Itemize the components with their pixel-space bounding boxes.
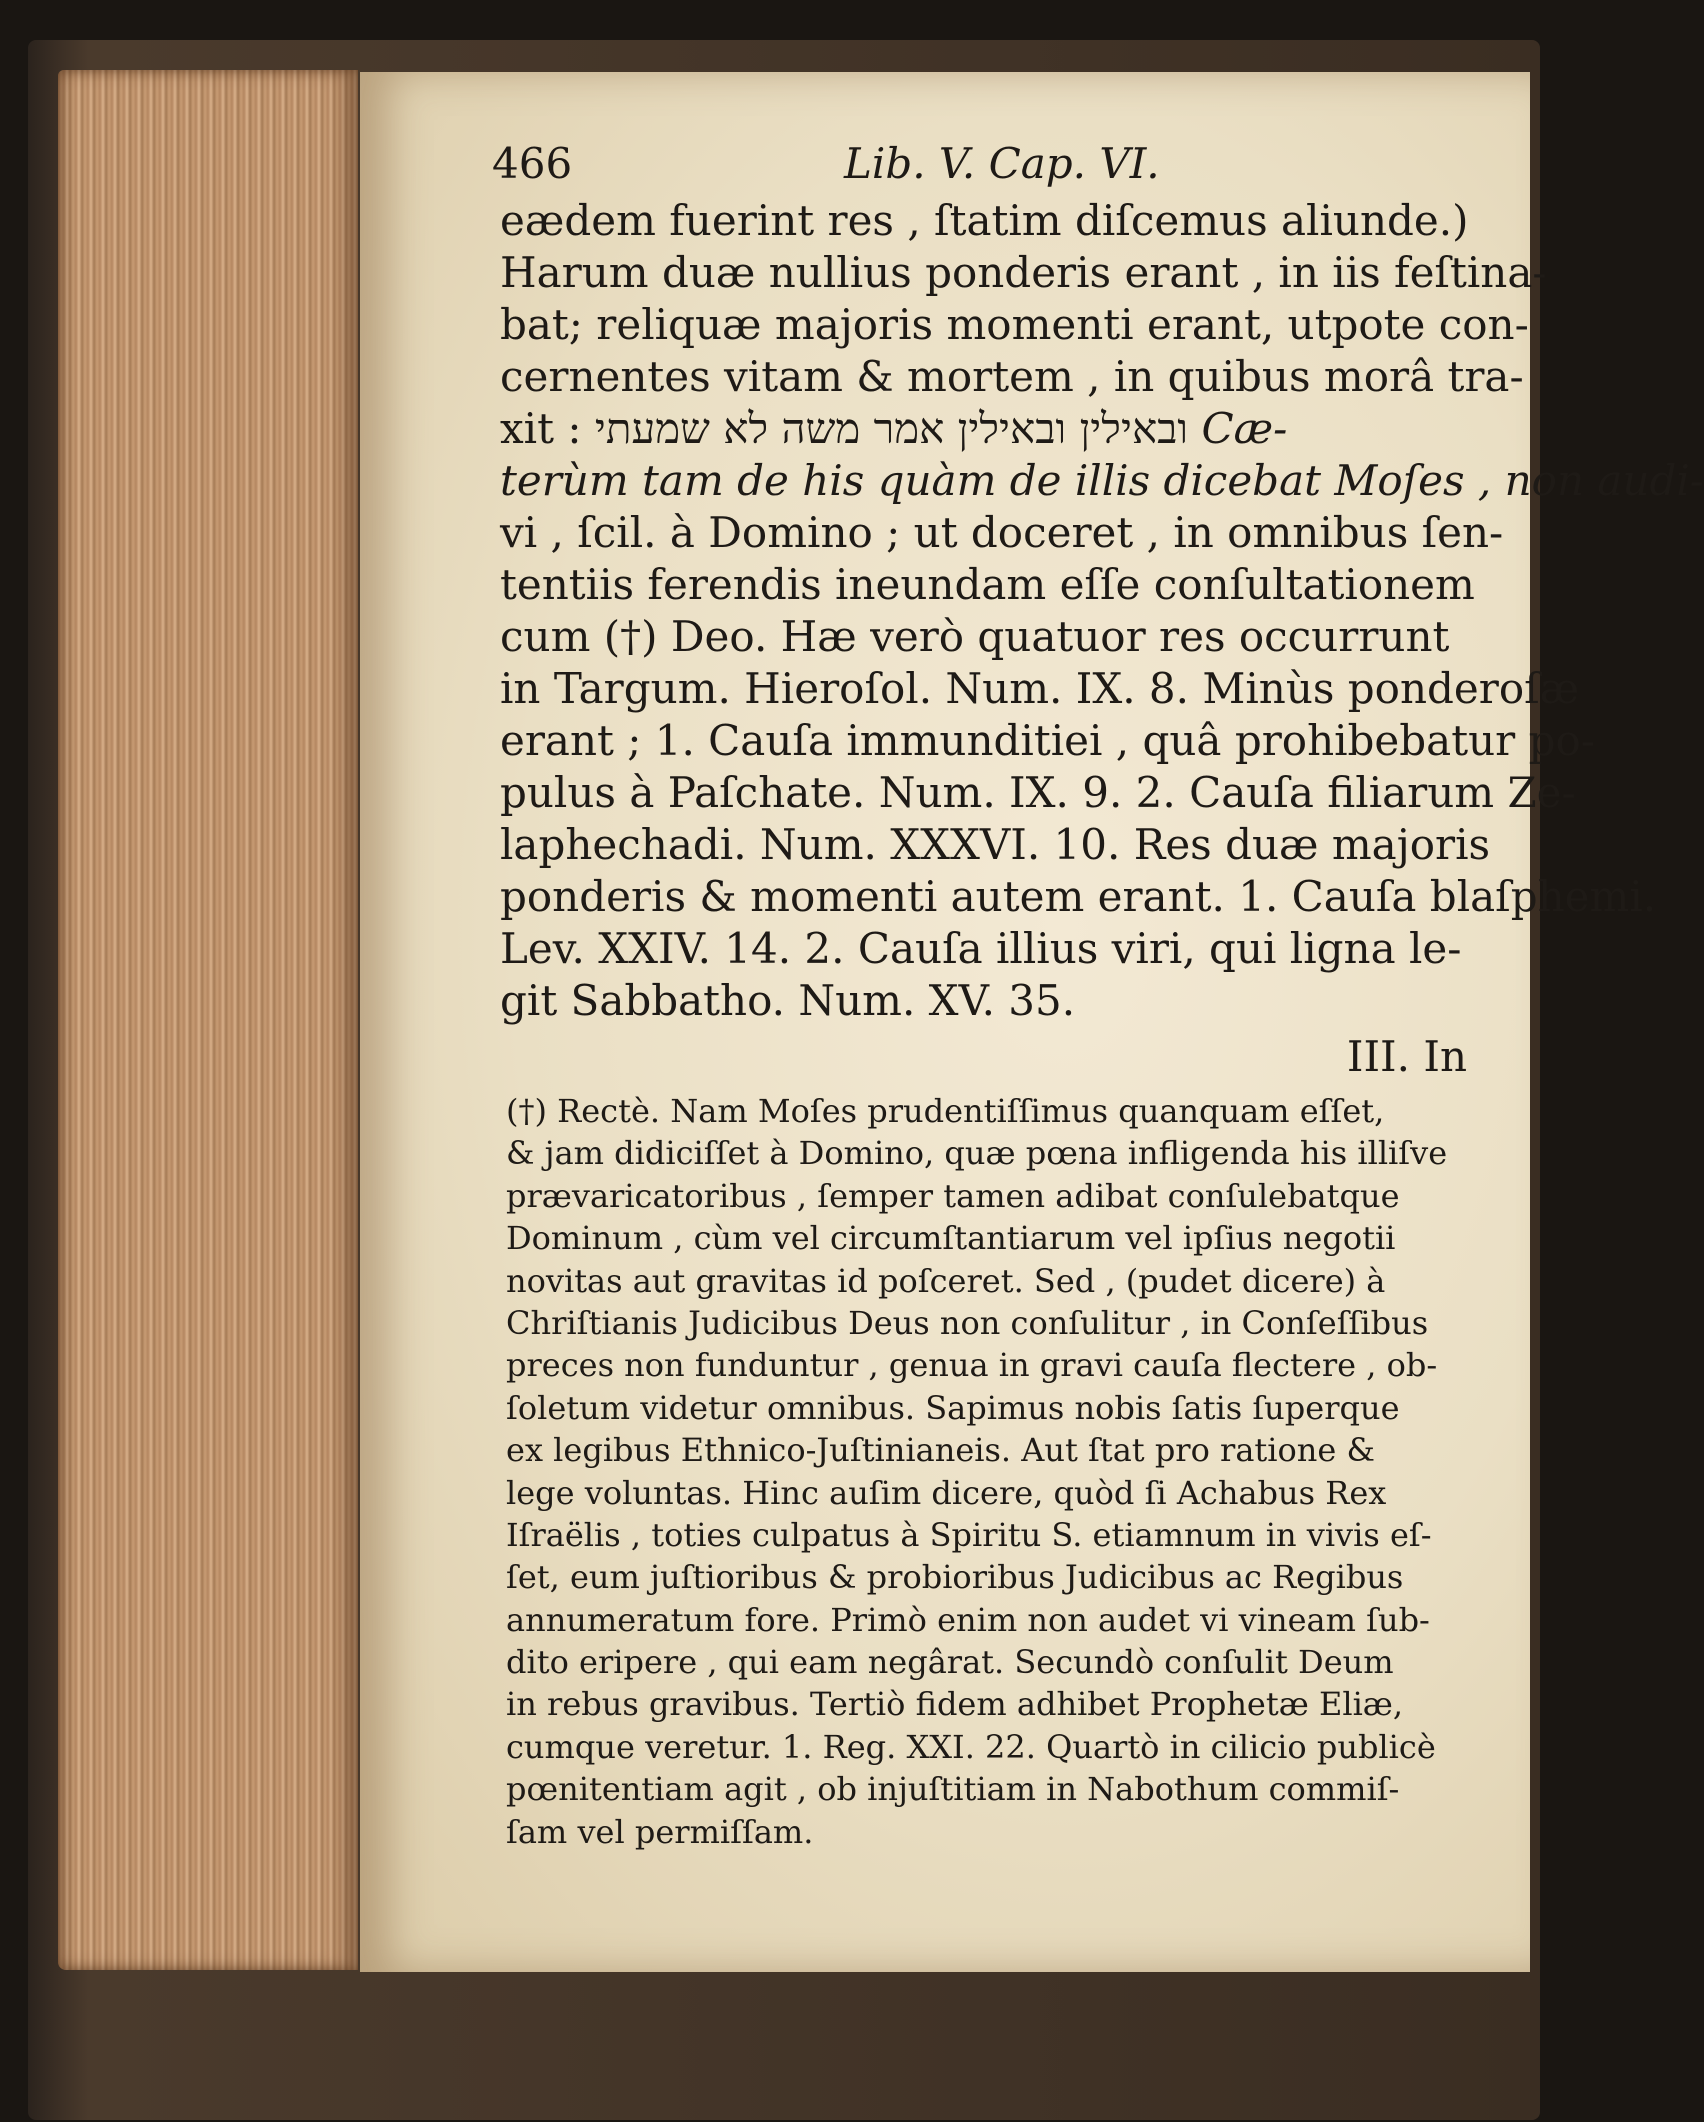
footnote-line: & jam didiciſſet à Domino, quæ pœna infligenda his illiſve [506, 1134, 1448, 1173]
footnote-line: ſet, eum juſtioribus & probioribus Judicibus ac Regibus [506, 1558, 1404, 1597]
text-line: eædem fuerint res , ſtatim diſcemus aliunde.) [500, 196, 1469, 245]
footnote-line: annumeratum fore. Primò enim non audet vi vineam ſub- [506, 1600, 1430, 1639]
text-line: vi , ſcil. à Domino ; ut doceret , in omnibus ſen- [500, 508, 1504, 557]
footnote-line: pœnitentiam agit , ob injuſtitiam in Nabothum commiſ- [506, 1770, 1400, 1809]
footnote-line: novitas aut gravitas id poſceret. Sed , (pudet dicere) à [506, 1261, 1386, 1300]
text-line: git Sabbatho. Num. XV. 35. [500, 976, 1076, 1025]
footnote-line: prævaricatoribus , ſemper tamen adibat conſulebatque [506, 1176, 1400, 1215]
page-edges [58, 70, 358, 1970]
text-line: tentiis ferendis ineundam eſſe conſultationem [500, 560, 1475, 609]
text-line: xit : [500, 404, 582, 453]
footnote-line: dito eripere , qui eam negârat. Secundò conſulit Deum [506, 1643, 1394, 1682]
page-header [492, 134, 1492, 194]
main-text [500, 195, 1704, 1027]
text-line: bat; reliquæ majoris momenti erant, utpote con- [500, 300, 1529, 349]
text-line: Harum duæ nullius ponderis erant , in iis feſtina- [500, 248, 1547, 297]
footnote-line: in rebus gravibus. Tertiò fidem adhibet Prophetæ Eliæ, [506, 1685, 1404, 1724]
footnote-line: Chriſtianis Judicibus Deus non conſulitur , in Conſeſſibus [506, 1303, 1429, 1342]
text-line: pulus à Paſchate. Num. IX. 9. 2. Cauſa filiarum Ze- [500, 768, 1576, 817]
page-number: 466 [492, 139, 573, 188]
footnote-line: cumque veretur. 1. Reg. XXI. 22. Quartò in cilicio publicè [506, 1727, 1436, 1766]
text-line: cum (†) Deo. Hæ verò quatuor res occurrunt [500, 612, 1450, 661]
text-line: erant ; 1. Cauſa immunditiei , quâ prohibebatur po- [500, 716, 1595, 765]
footnote-line: ſam vel permiſſam. [506, 1812, 814, 1851]
text-line: cernentes vitam & mortem , in quibus morâ tra- [500, 352, 1524, 401]
hebrew-line-continuation: Cæ- [1201, 404, 1288, 453]
text-line: terùm tam de his quàm de illis dicebat Moſes , non audi- [500, 456, 1704, 505]
hebrew-quote-line [500, 403, 1480, 455]
running-head: Lib. V. Cap. VI. [844, 139, 1160, 188]
footnote-line: ex legibus Ethnico-Juſtinianeis. Aut ſtat pro ratione & [506, 1431, 1375, 1470]
footnote-line: Dominum , cùm vel circumſtantiarum vel ipſius negotii [506, 1219, 1396, 1258]
text-line: ponderis & momenti autem erant. 1. Cauſa blaſphemi. [500, 872, 1657, 921]
text-line: in Targum. Hieroſol. Num. IX. 8. Minùs ponderoſæ [500, 664, 1580, 713]
footnote-line: (†) Rectè. Nam Moſes prudentiſſimus quanquam eſſet, [506, 1092, 1385, 1130]
hebrew-quote: ובאילין ובאילין אמר משה לא שמעתי [594, 404, 1189, 453]
text-line: laphechadi. Num. XXXVI. 10. Res duæ majoris [500, 820, 1491, 869]
section-marker: III. In [1346, 1032, 1467, 1081]
footnote [506, 1090, 1474, 1853]
footnote-line: Iſraëlis , toties culpatus à Spiritu S. etiamnum in vivis eſ- [506, 1515, 1432, 1554]
footnote-line: preces non funduntur , genua in gravi cauſa flectere , ob- [506, 1346, 1438, 1385]
footnote-line: lege voluntas. Hinc auſim dicere, quòd ſi Achabus Rex [506, 1473, 1387, 1512]
footnote-line: ſoletum videtur omnibus. Sapimus nobis ſatis ſuperque [506, 1388, 1400, 1427]
text-line: Lev. XXIV. 14. 2. Cauſa illius viri, qui ligna le- [500, 924, 1462, 973]
